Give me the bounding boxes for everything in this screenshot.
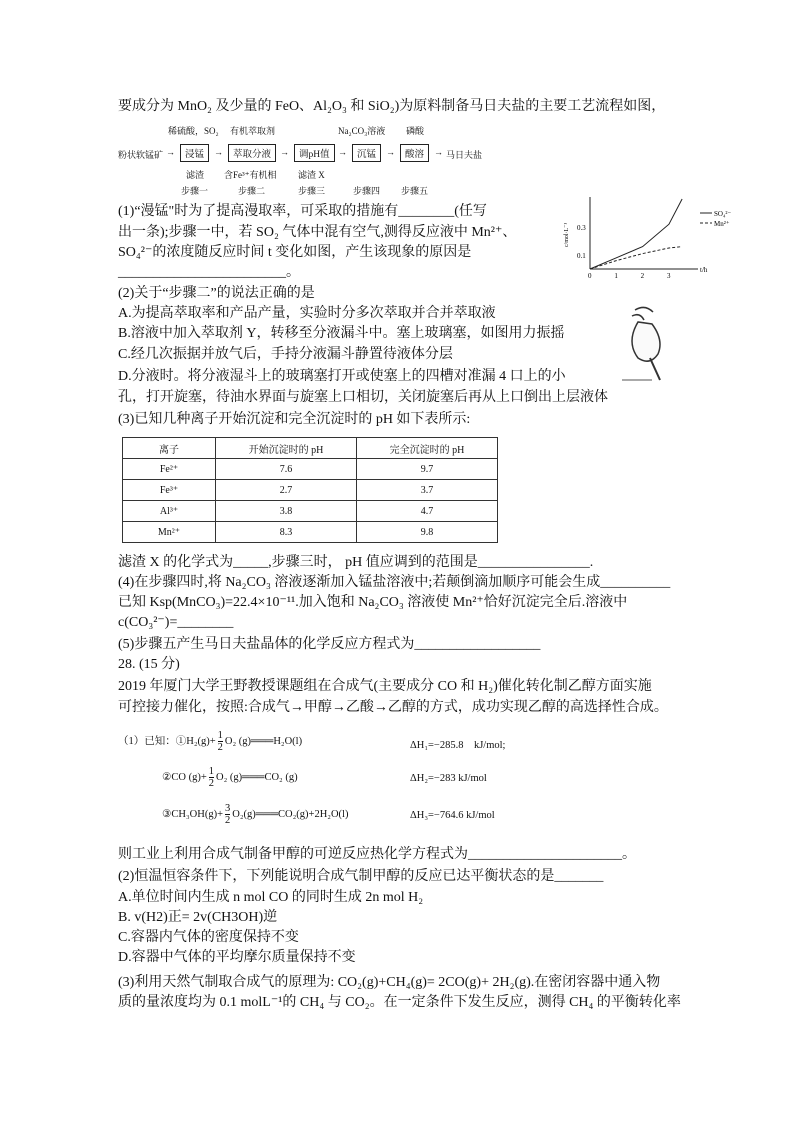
table-cell: Al³⁺ [123,501,216,522]
flow-arrow: → [280,147,289,157]
flow-step-label: 步骤四 [353,186,381,196]
table-row [123,501,498,522]
concentration-time-chart [560,195,740,285]
flow-start: 粉状软锰矿 [118,150,164,160]
ph-table [122,437,498,543]
numerator: 1 [208,766,215,777]
y-tick-label: 0.1 [577,252,586,260]
enthalpy-3: ΔH₃=−764.6 kJ/mol [410,810,495,821]
table-cell: 4.7 [357,501,498,522]
q28-line: 则工业上利用合成气制备甲醇的可逆反应热化学方程式为______________________。 [118,847,636,862]
denominator: 2 [208,778,215,789]
q4-line: c(CO₃²⁻)=________ [118,615,234,630]
equation-2 [162,766,298,789]
flow-step-label: 步骤一 [181,186,209,196]
flow-box: 浸锰 [180,144,209,162]
q28-heading: 28. (15 分) [118,657,180,672]
table-cell: 7.6 [216,459,357,480]
q2-option-a: A.为提高萃取率和产品产量，实验时分多次萃取并合并萃取液 [118,306,496,321]
q28-option-a: A.单位时间内生成 n mol CO 的同时生成 2n mol H₂ [118,890,424,905]
y-tick-label: 0.3 [577,224,586,232]
eq-right: O₂ (g)═══CO₂ (g) [216,771,298,783]
intro-text: 要成分为 MnO₂ 及少量的 FeO、Al₂O₃ 和 SiO₂)为原料制备马日夫盐的主要工艺流程如图， [118,99,666,114]
flow-end: 马日夫盐 [446,150,483,160]
series-line [590,247,682,269]
flow-step-label: 步骤三 [298,186,326,196]
flow-box: 酸溶 [400,144,429,162]
q28-option-b: B. v(H2)正= 2v(CH3OH)逆 [118,910,278,925]
equation-1 [118,730,302,753]
flow-arrow: → [338,147,347,157]
q28-option-c: C.容器内气体的密度保持不变 [118,930,299,945]
q28-intro: 2019 年厦门大学王野教授课题组在合成气(主要成分 CO 和 H₂)催化转化制乙醇方面实施 [118,679,652,694]
eq-left: ②CO (g)+ [162,771,207,783]
flow-input: 稀硫酸，SO₂ [168,126,219,136]
q5-line: (5)步骤五产生马日夫盐晶体的化学反应方程式为__________________ [118,637,541,652]
denominator: 2 [225,815,231,826]
x-tick-label: 1 [614,272,618,280]
q1-line: SO₄²⁻的浓度随反应时间 t 变化如图，产生该现象的原因是 [118,245,472,260]
enthalpy-2: ΔH₂=−283 kJ/mol [410,773,487,784]
flow-arrow: → [434,147,443,157]
table-row [123,522,498,543]
legend-label: Mn²⁺ [714,220,730,228]
x-axis-label: t/h [700,266,708,274]
eq-left: ③CH₃OH(g)+ [162,808,223,820]
table-cell: 9.8 [357,522,498,543]
x-tick-label: 2 [640,272,645,280]
denominator: 2 [217,742,223,753]
table-row [123,480,498,501]
table-cell: Fe³⁺ [123,480,216,501]
q4-line: (4)在步骤四时,将 Na₂CO₃ 溶液逐渐加入锰盐溶液中;若颠倒滴加顺序可能会生成__________ [118,575,671,590]
table-cell: 9.7 [357,459,498,480]
table-cell: 8.3 [216,522,357,543]
flow-box: 萃取分液 [228,144,276,162]
eq-right: O₂ (g)═══H₂O(l) [224,735,303,747]
flow-box: 沉锰 [352,144,381,162]
flow-input: 有机萃取剂 [230,126,276,136]
q28-line: (3)利用天然气制取合成气的原理为: CO₂(g)+CH₄(g)= 2CO(g)+ 2H₂(g).在密闭容器中通入物 [118,975,661,990]
enthalpy-1: ΔH₁=−285.8 kJ/mol; [410,740,506,751]
fraction [209,766,214,789]
legend-label: SO₄²⁻ [714,210,732,218]
table-cell: 3.7 [357,480,498,501]
flow-input: 磷酸 [406,126,425,136]
series-line [590,199,682,269]
separatory-funnel-shaking-image [620,302,670,384]
flow-input: Na₂CO₃溶液 [338,126,386,136]
q28-option-d: D.容器中气体的平均摩尔质量保持不变 [118,950,356,965]
q2-option-b: B.溶液中加入萃取剂 Y，转移至分液漏斗中。塞上玻璃塞，如图用力振摇 [118,326,565,341]
numerator: 1 [217,730,223,741]
flow-output: 滤渣 X [298,170,325,180]
table-header: 离子 [123,438,216,459]
q28-line: 质的量浓度均为 0.1 molL⁻¹的 CH₄ 与 CO₂。在一定条件下发生反应，测得 CH₄ 的平衡转化率 [118,995,681,1010]
fraction [218,730,223,753]
eq-left: （1）已知：①H₂(g)+ [118,735,216,747]
q2-option-d-cont: 孔，打开旋塞，待油水界面与旋塞上口相切，关闭旋塞后再从上口倒出上层液体 [118,390,608,405]
q4-line: 已知 Ksp(MnCO₃)=22.4×10⁻¹¹.加入饱和 Na₂CO₃ 溶液使 Mn²⁺恰好沉淀完全后.溶液中 [118,595,628,610]
table-cell: 2.7 [216,480,357,501]
flow-arrow: → [166,147,175,157]
flow-arrow: → [386,147,395,157]
flow-step-label: 步骤二 [238,186,266,196]
y-axis-label: c/mol·L⁻¹ [564,222,570,248]
q3-line: 滤渣 X 的化学式为_____,步骤三时， pH 值应调到的范围是________________. [118,555,594,570]
q28-intro: 可控接力催化，按照:合成气→甲醇→乙酸→乙醇的方式，成功实现乙醇的高选择性合成。 [118,700,668,715]
flow-box: 调pH值 [294,144,335,162]
table-cell: Fe²⁺ [123,459,216,480]
x-tick-label: 0 [588,272,592,280]
q3-intro: (3)已知几种离子开始沉淀和完全沉淀时的 pH 如下表所示: [118,412,471,427]
table-cell: Mn²⁺ [123,522,216,543]
table-header: 开始沉淀时的 pH [216,438,357,459]
fraction [225,803,230,826]
flow-output: 滤渣 [186,170,205,180]
table-header-row [123,438,498,459]
q1-line: ________________________。 [118,265,300,280]
equation-3 [162,803,348,826]
table-row [123,459,498,480]
eq-right: O₂(g)═══CO₂(g)+2H₂O(l) [232,808,349,820]
table-cell: 3.8 [216,501,357,522]
q2-option-d: D.分液时。将分液湿斗上的玻璃塞打开或使塞上的四槽对准漏 4 口上的小 [118,369,566,384]
flow-step-label: 步骤五 [401,186,429,196]
q1-line: 出一条);步骤一中，若 SO₂ 气体中混有空气,测得反应液中 Mn²⁺、 [118,225,517,240]
q2-line: (2)关于“步骤二”的说法正确的是 [118,286,315,301]
x-tick-label: 3 [666,272,671,280]
table-header: 完全沉淀时的 pH [357,438,498,459]
q2-option-c: C.经几次振据并放气后，手持分液漏斗静置待液体分层 [118,347,453,362]
flow-arrow: → [214,147,223,157]
q1-line: (1)“漫锰"时为了提高漫取率，可采取的措施有________(任写 [118,204,487,219]
q28-line: (2)恒温恒容条件下，下列能说明合成气制甲醇的反应已达平衡状态的是_______ [118,869,604,884]
numerator: 3 [225,803,231,814]
flow-output: 含Fe³⁺有机相 [224,170,277,180]
